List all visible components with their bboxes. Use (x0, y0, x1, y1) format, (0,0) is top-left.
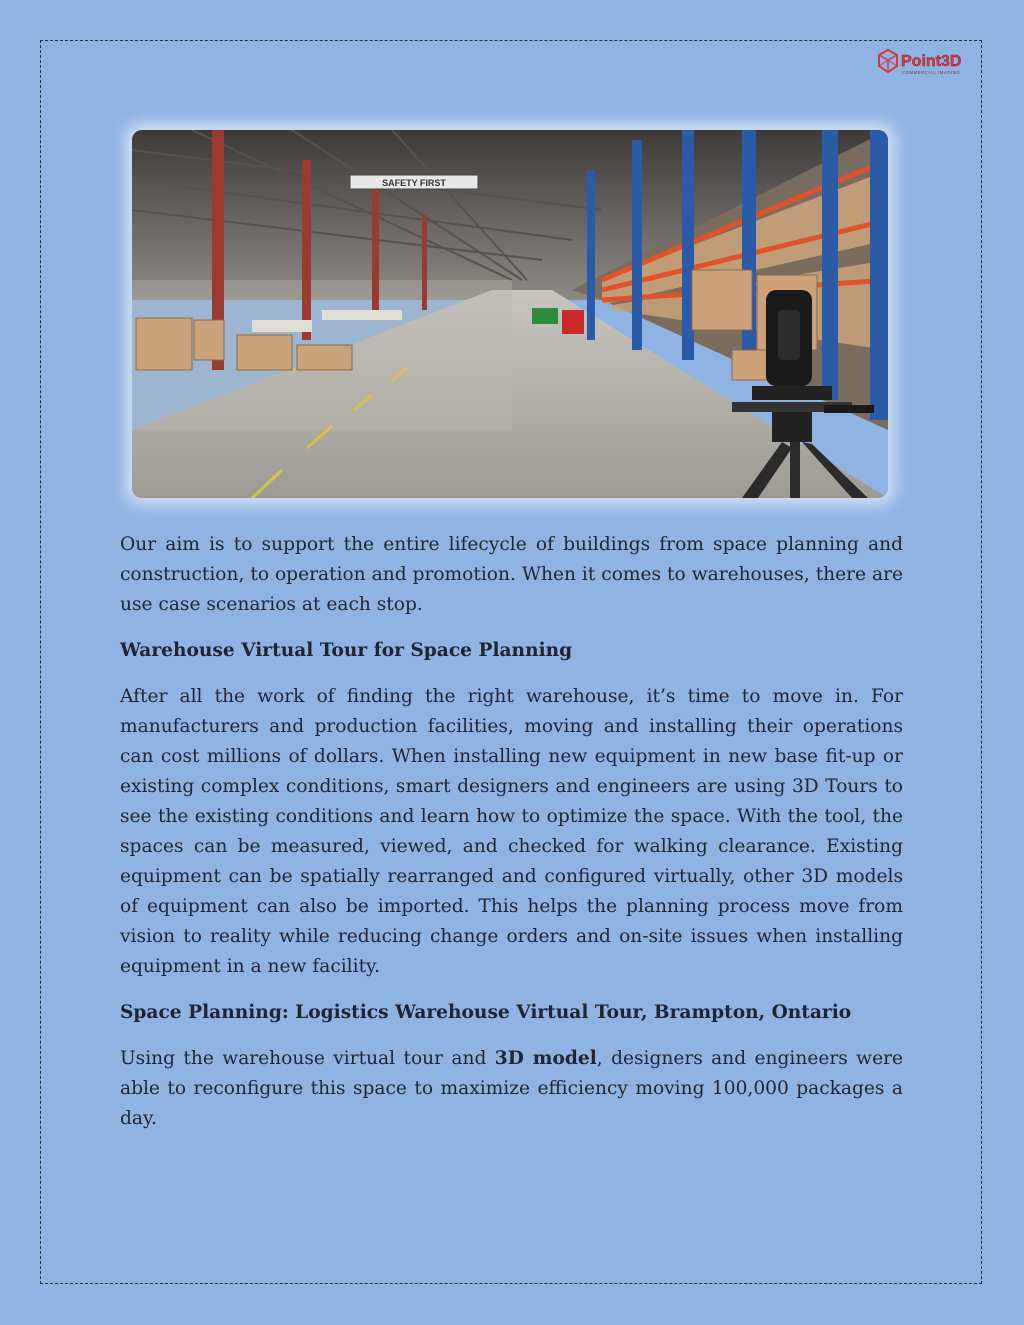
space-planning-paragraph: After all the work of finding the right warehouse, it’s time to move in. For manufacturers and production facilities, moving and installing their operations can cost millions of dollars. When installing new equipment in new base fit-up or existing complex conditions, smart designers and engineers are using 3D Tours to see the existing conditions and learn how to optimize the space. With the tool, the spaces can be measured, viewed, and checked for walking clearance. Existing equipment can be spatially rearranged and configured virtually, other 3D models of equipment can also be imported. This helps the planning process move from vision to reality while reducing change orders and on-site issues when installing equipment in a new facility. (120, 686, 903, 977)
safety-sign: SAFETY FIRST (382, 178, 446, 188)
svg-text:Point3D: Point3D (901, 53, 962, 70)
svg-text:COMMERCIAL IMAGING: COMMERCIAL IMAGING (902, 70, 961, 75)
warehouse-photo (132, 130, 888, 498)
brampton-text-before: Using the warehouse virtual tour and (120, 1048, 495, 1069)
section-heading-brampton: Space Planning: Logistics Warehouse Virtual Tour, Brampton, Ontario (120, 1002, 852, 1023)
point3d-logo (876, 48, 976, 78)
3d-model-link[interactable]: 3D model (494, 1048, 597, 1069)
section-heading-space-planning: Warehouse Virtual Tour for Space Planning (120, 640, 573, 661)
polyhedron-icon (879, 50, 897, 72)
document-body (120, 530, 903, 1150)
brampton-paragraph (120, 1044, 903, 1134)
intro-paragraph: Our aim is to support the entire lifecycle of buildings from space planning and construction, to operation and promotion. When it comes to warehouses, there are use case scenarios at each stop. (120, 534, 903, 615)
brampton-text-after: , designers and engineers were able to reconfigure this space to maximize efficiency moving 100,000 packages a day. (120, 1048, 903, 1129)
